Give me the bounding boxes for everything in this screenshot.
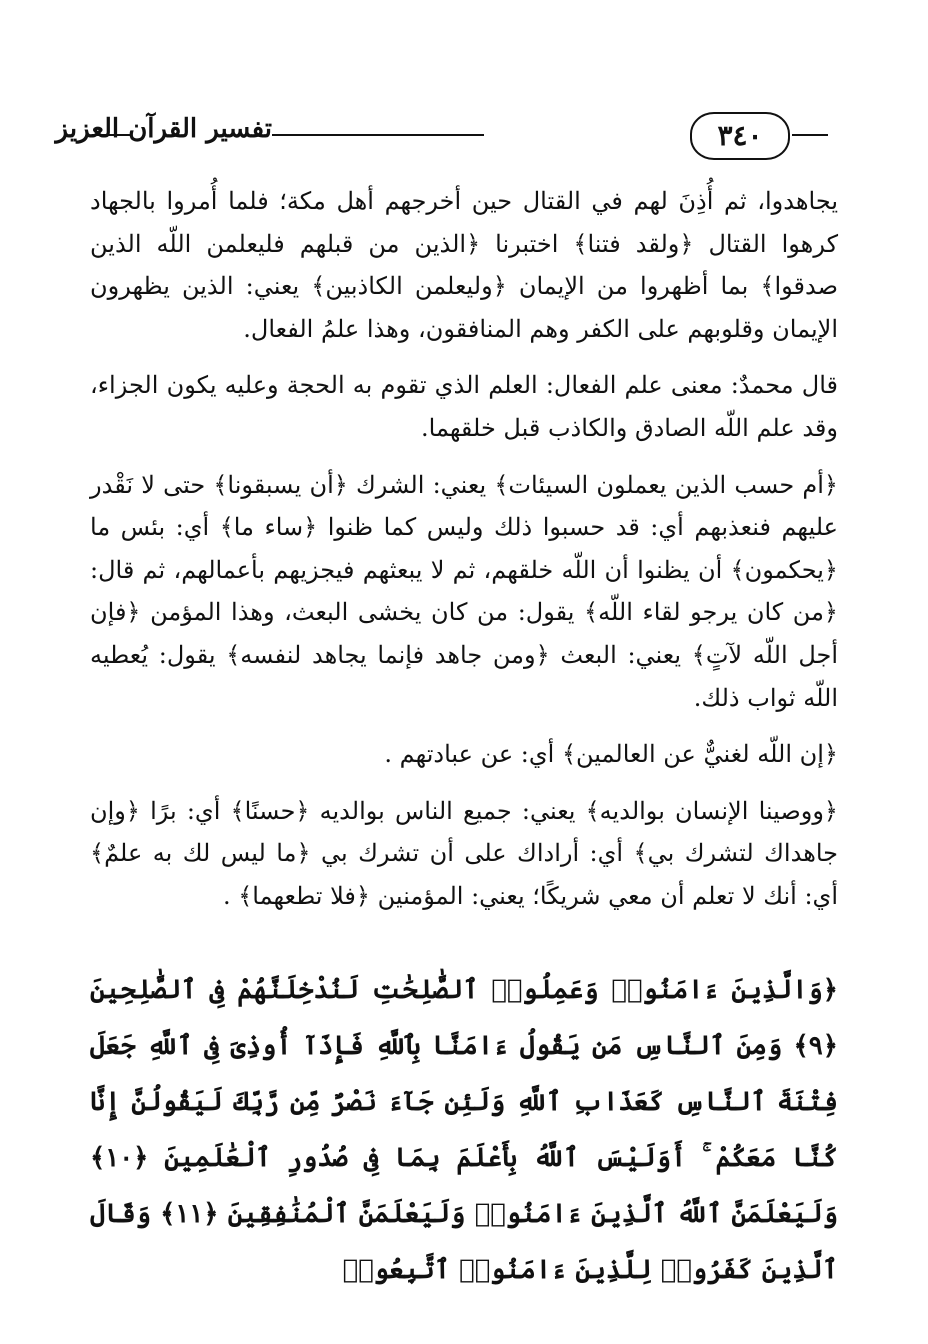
book-title: تفسير القرآن العزيز <box>55 114 272 144</box>
paragraph: ﴿أم حسب الذين يعملون السيئات﴾ يعني: الشرك ﴿أن يسبقونا﴾ حتى لا نَقْدر عليهم فنعذبهم أي: قد حسبوا ذلك وليس كما ظنوا ﴿ساء ما﴾ أي: بئس ما ﴿يحكمون﴾ أن يظنوا أن اللّه خلقهم، ثم لا يبعثهم فيجزيهم بأعمالهم، ثم قال: ﴿من كان يرجو لقاء اللّه﴾ يقول: من كان يخشى البعث، وهذا المؤمن ﴿فإن أجل اللّه لآتٍ﴾ يعني: البعث ﴿ومن جاهد فإنما يجاهد لنفسه﴾ يقول: يُعطيه اللّه ثواب ذلك. <box>90 470 839 712</box>
page-header <box>55 104 828 164</box>
header-rule-right <box>792 134 828 136</box>
commentary-text <box>90 180 838 918</box>
paragraph: قال محمدٌ: معنى علم الفعال: العلم الذي تقوم به الحجة وعليه يكون الجزاء، وقد علم اللّه الصادق والكاذب قبل خلقهما. <box>90 371 838 442</box>
page-number: ٣٤٠ <box>690 112 790 160</box>
paragraph: يجاهدوا، ثم أُذِنَ لهم في القتال حين أخرجهم أهل مكة؛ فلما أُمروا بالجهاد كرهوا القتال ﴿ولقد فتنا﴾ اختبرنا ﴿الذين من قبلهم فليعلمن اللّه الذين صدقوا﴾ بما أظهروا من الإيمان ﴿وليعلمن الكاذبين﴾ يعني: الذين يظهرون الإيمان وقلوبهم على الكفر وهم المنافقون، وهذا علمُ الفعال. <box>90 187 838 343</box>
paragraph: ﴿إن اللّه لغنيٌّ عن العالمين﴾ أي: عن عبادتهم . <box>384 740 838 769</box>
quran-verses <box>90 962 838 1298</box>
verse-block: ﴿وَالَّذِينَ ءَامَنُوا۟ وَعَمِلُوا۟ ٱلصَّٰلِحَٰتِ لَنُدْخِلَنَّهُمْ فِى ٱلصَّٰلِحِينَ ﴿٩﴾ وَمِنَ ٱلنَّاسِ مَن يَقُولُ ءَامَنَّا بِٱللَّهِ فَإِذَآ أُوذِىَ فِى ٱللَّهِ جَعَلَ فِتْنَةَ ٱلنَّاسِ كَعَذَابِ ٱللَّهِ وَلَئِن جَآءَ نَصْرٌ مِّن رَّبِّكَ لَيَقُولُنَّ إِنَّا كُنَّا مَعَكُمْ ۚ أَوَلَيْسَ ٱللَّهُ بِأَعْلَمَ بِمَا فِى صُدُورِ ٱلْعَٰلَمِينَ ﴿١٠﴾ وَلَيَعْلَمَنَّ ٱللَّهُ ٱلَّذِينَ ءَامَنُوا۟ وَلَيَعْلَمَنَّ ٱلْمُنَٰفِقِينَ ﴿١١﴾ وَقَالَ ٱلَّذِينَ كَفَرُوا۟ لِلَّذِينَ ءَامَنُوا۟ ٱتَّبِعُوا۟ <box>90 975 838 1285</box>
header-rule-middle <box>272 134 484 136</box>
paragraph: ﴿ووصينا الإنسان بوالديه﴾ يعني: جميع الناس بوالديه ﴿حسنًا﴾ أي: برًا ﴿وإن جاهداك لتشرك بي﴾ أي: أراداك على أن تشرك بي ﴿ما ليس لك به علمٌ﴾ أي: أنك لا تعلم أن معي شريكًا؛ يعني: المؤمنين ﴿فلا تطعهما﴾ . <box>90 796 838 910</box>
